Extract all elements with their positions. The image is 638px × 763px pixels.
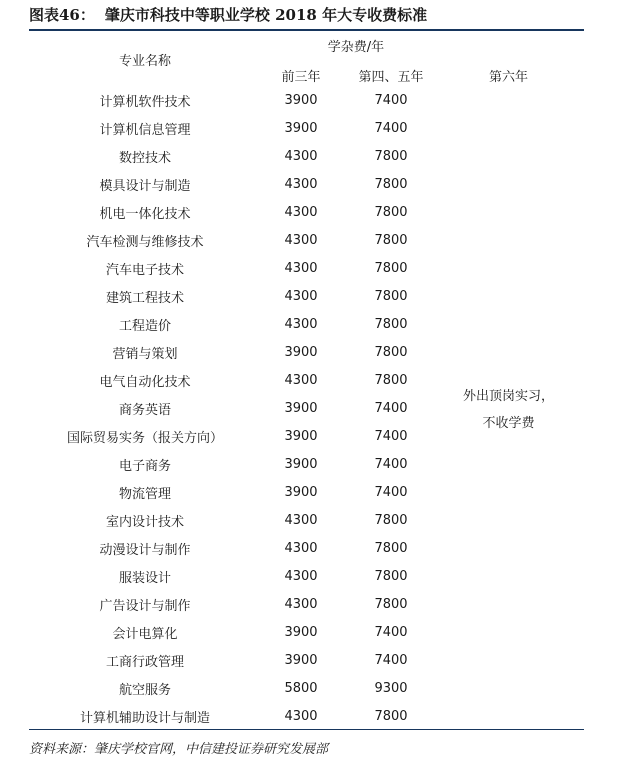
major-name-cell: 机电一体化技术 bbox=[99, 206, 191, 222]
bottom-rule bbox=[29, 729, 584, 730]
fee-year4-5-cell: 7800 bbox=[374, 176, 408, 192]
major-name-cell: 服装设计 bbox=[118, 570, 171, 586]
fee-year1-3-cell: 4300 bbox=[284, 512, 318, 528]
fee-year4-5-cell: 7800 bbox=[374, 204, 408, 220]
fee-year4-5-cell: 7800 bbox=[374, 596, 408, 612]
table-row bbox=[29, 478, 584, 506]
major-name-cell: 电子商务 bbox=[118, 458, 171, 474]
fee-year4-5-cell: 7400 bbox=[374, 400, 408, 416]
major-name-cell: 商务英语 bbox=[118, 402, 171, 418]
major-name-cell: 国际贸易实务（报关方向） bbox=[66, 430, 223, 446]
fee-year4-5-cell: 7400 bbox=[374, 456, 408, 472]
fee-year1-3-cell: 3900 bbox=[284, 428, 318, 444]
fee-year1-3-cell: 3900 bbox=[284, 456, 318, 472]
major-name-cell: 建筑工程技术 bbox=[105, 290, 184, 306]
major-name-cell: 室内设计技术 bbox=[105, 514, 184, 530]
fee-year1-3-cell: 3900 bbox=[284, 92, 318, 108]
major-name-cell: 计算机辅助设计与制造 bbox=[79, 710, 210, 726]
major-name-cell: 广告设计与制作 bbox=[99, 598, 191, 614]
header-year4-5: 第四、五年 bbox=[358, 70, 424, 85]
fee-year4-5-cell: 9300 bbox=[374, 680, 408, 696]
table-row bbox=[29, 646, 584, 674]
fee-year4-5-cell: 7400 bbox=[374, 484, 408, 500]
table-row bbox=[29, 86, 584, 114]
major-name-cell: 汽车检测与维修技术 bbox=[86, 234, 204, 250]
table-row bbox=[29, 198, 584, 226]
fee-year1-3-cell: 4300 bbox=[284, 568, 318, 584]
table-row bbox=[29, 450, 584, 478]
major-name-cell: 电气自动化技术 bbox=[99, 374, 191, 390]
fee-year4-5-cell: 7800 bbox=[374, 540, 408, 556]
fee-year1-3-cell: 4300 bbox=[284, 204, 318, 220]
major-name-cell: 会计电算化 bbox=[112, 626, 178, 642]
fee-year4-5-cell: 7400 bbox=[374, 120, 408, 136]
fee-year1-3-cell: 3900 bbox=[284, 624, 318, 640]
source-note: 资料来源：肇庆学校官网，中信建投证券研究发展部 bbox=[29, 742, 329, 757]
major-name-cell: 计算机软件技术 bbox=[99, 94, 191, 110]
fee-year4-5-cell: 7800 bbox=[374, 288, 408, 304]
fee-year1-3-cell: 4300 bbox=[284, 596, 318, 612]
major-name-cell: 模具设计与制造 bbox=[99, 178, 191, 194]
fee-year1-3-cell: 3900 bbox=[284, 120, 318, 136]
table-row bbox=[29, 618, 584, 646]
table-row bbox=[29, 338, 584, 366]
fee-year1-3-cell: 4300 bbox=[284, 288, 318, 304]
year6-note bbox=[441, 383, 576, 437]
fee-year4-5-cell: 7800 bbox=[374, 260, 408, 276]
table-row bbox=[29, 170, 584, 198]
figure-label: 图表46： bbox=[29, 6, 95, 24]
fee-year4-5-cell: 7800 bbox=[374, 372, 408, 388]
fee-year1-3-cell: 3900 bbox=[284, 484, 318, 500]
major-name-cell: 工程造价 bbox=[118, 318, 171, 334]
fee-year1-3-cell: 4300 bbox=[284, 316, 318, 332]
header-fee: 学杂费/年 bbox=[327, 40, 385, 55]
fee-year1-3-cell: 3900 bbox=[284, 400, 318, 416]
major-name-cell: 动漫设计与制作 bbox=[99, 542, 191, 558]
fee-year1-3-cell: 4300 bbox=[284, 540, 318, 556]
fee-year4-5-cell: 7800 bbox=[374, 708, 408, 724]
figure-title bbox=[29, 4, 427, 25]
fee-year1-3-cell: 4300 bbox=[284, 176, 318, 192]
top-rule bbox=[29, 29, 584, 31]
year6-note-line2: 不收学费 bbox=[482, 416, 535, 431]
header-major: 专业名称 bbox=[118, 54, 171, 69]
table-row bbox=[29, 114, 584, 142]
fee-year4-5-cell: 7800 bbox=[374, 316, 408, 332]
fee-year4-5-cell: 7400 bbox=[374, 624, 408, 640]
table-row bbox=[29, 226, 584, 254]
table-row bbox=[29, 562, 584, 590]
fee-year1-3-cell: 4300 bbox=[284, 260, 318, 276]
fee-year4-5-cell: 7800 bbox=[374, 512, 408, 528]
header-year6: 第六年 bbox=[488, 70, 528, 85]
year6-note-line1: 外出顶岗实习， bbox=[462, 389, 554, 404]
figure-title-text: 肇庆市科技中等职业学校 2018 年大专收费标准 bbox=[104, 6, 428, 24]
fee-year1-3-cell: 4300 bbox=[284, 148, 318, 164]
header-year1-3: 前三年 bbox=[281, 70, 321, 85]
fee-year4-5-cell: 7400 bbox=[374, 92, 408, 108]
major-name-cell: 计算机信息管理 bbox=[99, 122, 191, 138]
major-name-cell: 工商行政管理 bbox=[105, 654, 184, 670]
table-row bbox=[29, 534, 584, 562]
table-row bbox=[29, 282, 584, 310]
table-row bbox=[29, 142, 584, 170]
fee-year1-3-cell: 4300 bbox=[284, 232, 318, 248]
fee-year1-3-cell: 5800 bbox=[284, 680, 318, 696]
fee-year4-5-cell: 7800 bbox=[374, 568, 408, 584]
major-name-cell: 物流管理 bbox=[118, 486, 171, 502]
major-name-cell: 航空服务 bbox=[118, 682, 171, 698]
fee-year4-5-cell: 7800 bbox=[374, 232, 408, 248]
table-row bbox=[29, 674, 584, 702]
fee-year4-5-cell: 7800 bbox=[374, 148, 408, 164]
fee-year1-3-cell: 3900 bbox=[284, 652, 318, 668]
fee-year4-5-cell: 7400 bbox=[374, 652, 408, 668]
table-row bbox=[29, 590, 584, 618]
table-row bbox=[29, 254, 584, 282]
fee-year1-3-cell: 4300 bbox=[284, 708, 318, 724]
major-name-cell: 数控技术 bbox=[118, 150, 171, 166]
fee-year4-5-cell: 7800 bbox=[374, 344, 408, 360]
table-row bbox=[29, 310, 584, 338]
major-name-cell: 营销与策划 bbox=[112, 346, 178, 362]
table-row bbox=[29, 506, 584, 534]
major-name-cell: 汽车电子技术 bbox=[105, 262, 184, 278]
table-row bbox=[29, 702, 584, 730]
fee-year1-3-cell: 3900 bbox=[284, 344, 318, 360]
fee-year1-3-cell: 4300 bbox=[284, 372, 318, 388]
fee-year4-5-cell: 7400 bbox=[374, 428, 408, 444]
